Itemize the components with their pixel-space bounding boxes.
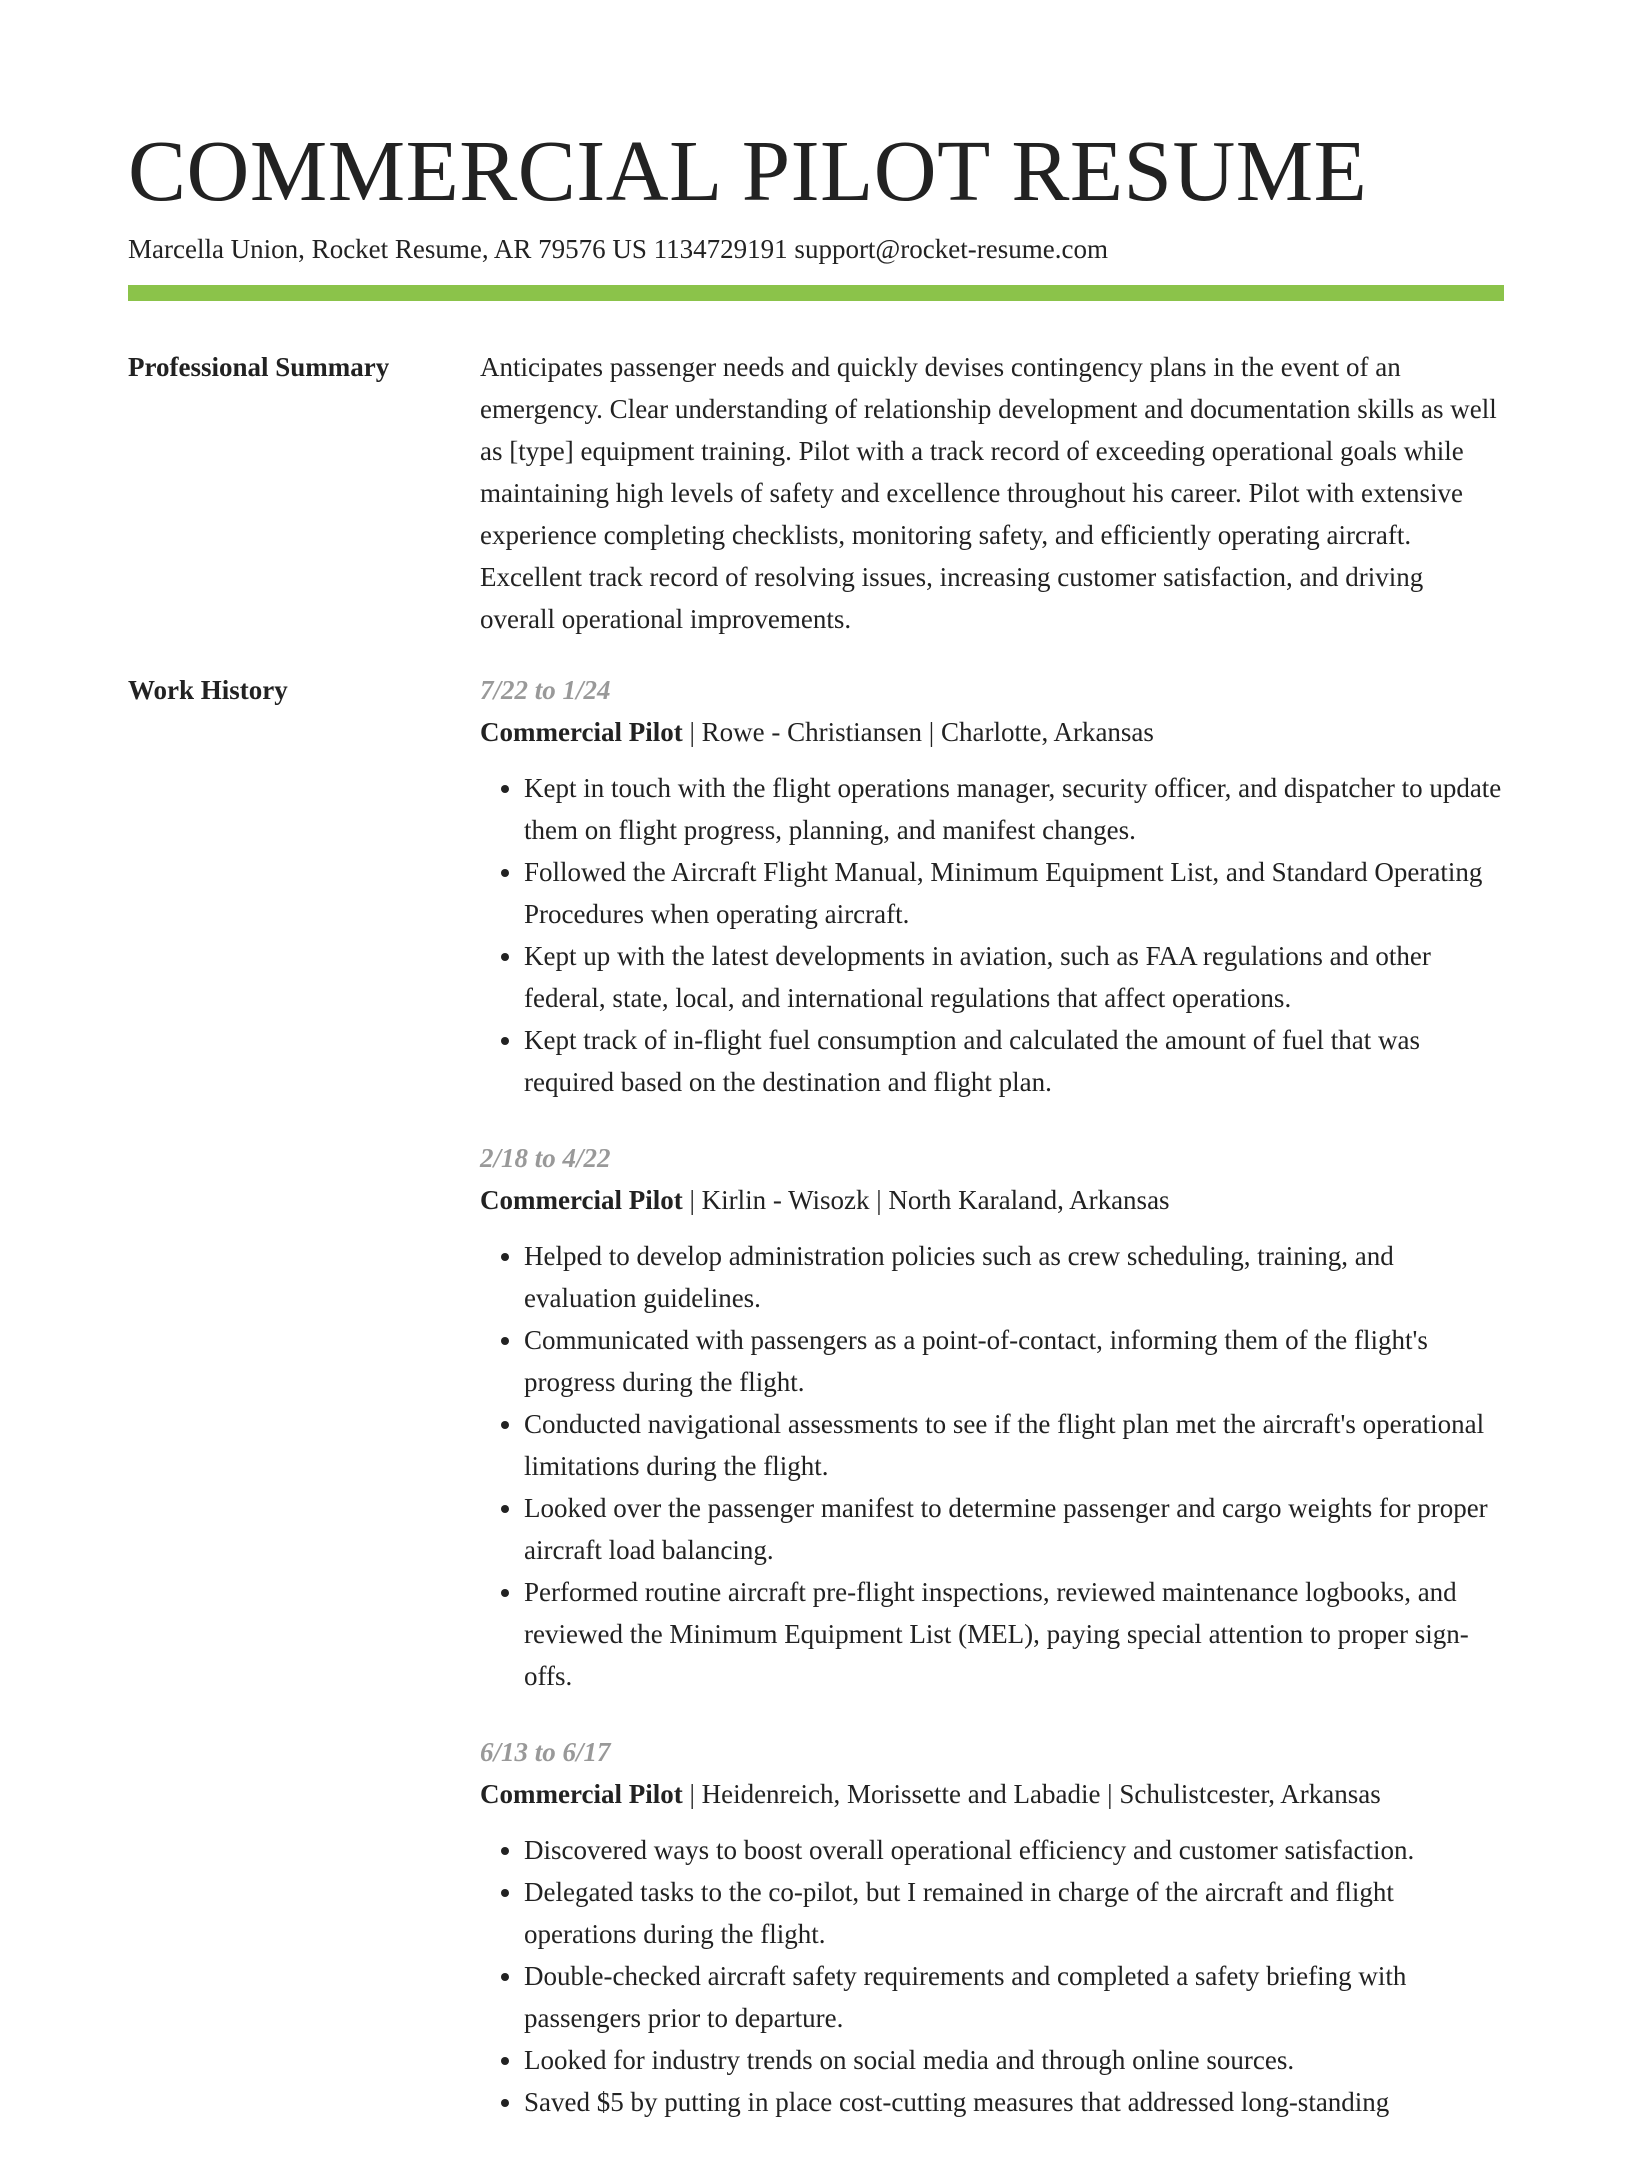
job-heading-line (480, 711, 1504, 753)
job-bullet: • Communicated with passengers as a point-of-contact, informing them of the flight's progress during the flight. (524, 1319, 1504, 1403)
resume-title: COMMERCIAL PILOT RESUME (128, 122, 1368, 219)
job-entry (480, 1137, 1504, 1697)
job-bullet: • Helped to develop administration policies such as crew scheduling, training, and evaluation guidelines. (524, 1235, 1504, 1319)
job-bullet: • Conducted navigational assessments to see if the flight plan met the aircraft's operational limitations during the flight. (524, 1403, 1504, 1487)
job-bullet-list (480, 767, 1504, 1103)
job-bullet: • Delegated tasks to the co-pilot, but I remained in charge of the aircraft and flight operations during the flight. (524, 1871, 1504, 1955)
job-bullet: • Saved $5 by putting in place cost-cutting measures that addressed long-standing (524, 2081, 1504, 2123)
job-employer-location: | Rowe - Christiansen | Charlotte, Arkansas (682, 717, 1154, 747)
job-bullet: • Performed routine aircraft pre-flight inspections, reviewed maintenance logbooks, and reviewed the Minimum Equipment List (MEL), paying special attention to proper sign-offs. (524, 1571, 1504, 1697)
job-dates: 6/13 to 6/17 (480, 1737, 611, 1767)
job-dates: 7/22 to 1/24 (480, 675, 611, 705)
job-bullet: • Kept up with the latest developments in aviation, such as FAA regulations and other federal, state, local, and international regulations that affect operations. (524, 935, 1504, 1019)
job-title: Commercial Pilot (480, 717, 683, 747)
job-bullet: • Looked over the passenger manifest to determine passenger and cargo weights for proper aircraft load balancing. (524, 1487, 1504, 1571)
job-heading-line (480, 1179, 1504, 1221)
professional-summary-body (480, 346, 1504, 640)
job-entry (480, 669, 1504, 1103)
job-entry (480, 1731, 1504, 2123)
accent-divider (128, 285, 1504, 301)
job-bullet: • Kept track of in-flight fuel consumption and calculated the amount of fuel that was required based on the destination and flight plan. (524, 1019, 1504, 1103)
job-bullet: • Looked for industry trends on social media and through online sources. (524, 2039, 1504, 2081)
work-history-heading: Work History (128, 675, 288, 705)
job-bullet: • Discovered ways to boost overall operational efficiency and customer satisfaction. (524, 1829, 1504, 1871)
job-bullet: • Double-checked aircraft safety requirements and completed a safety briefing with passengers prior to departure. (524, 1955, 1504, 2039)
job-dates: 2/18 to 4/22 (480, 1143, 611, 1173)
work-history-body (480, 669, 1504, 2157)
job-title: Commercial Pilot (480, 1779, 683, 1809)
job-heading-line (480, 1773, 1504, 1815)
job-bullet: • Followed the Aircraft Flight Manual, Minimum Equipment List, and Standard Operating Procedures when operating aircraft. (524, 851, 1504, 935)
job-bullet-list (480, 1829, 1504, 2123)
job-employer-location: | Heidenreich, Morissette and Labadie | Schulistcester, Arkansas (682, 1779, 1381, 1809)
contact-info: Marcella Union, Rocket Resume, AR 79576 US 1134729191 support@rocket-resume.com (128, 234, 1108, 264)
summary-text: Anticipates passenger needs and quickly devises contingency plans in the event of an emergency. Clear understanding of relationship development and documentation skills as well as [type] equipment training. Pilot with a track record of exceeding operational goals while maintaining high levels of safety and excellence throughout his career. Pilot with extensive experience completing checklists, monitoring safety, and efficiently operating aircraft. Excellent track record of resolving issues, increasing customer satisfaction, and driving overall operational improvements. (480, 352, 1497, 634)
job-title: Commercial Pilot (480, 1185, 683, 1215)
professional-summary-heading: Professional Summary (128, 352, 390, 382)
job-bullet-list (480, 1235, 1504, 1697)
job-employer-location: | Kirlin - Wisozk | North Karaland, Arkansas (682, 1185, 1170, 1215)
job-bullet: • Kept in touch with the flight operations manager, security officer, and dispatcher to update them on flight progress, planning, and manifest changes. (524, 767, 1504, 851)
